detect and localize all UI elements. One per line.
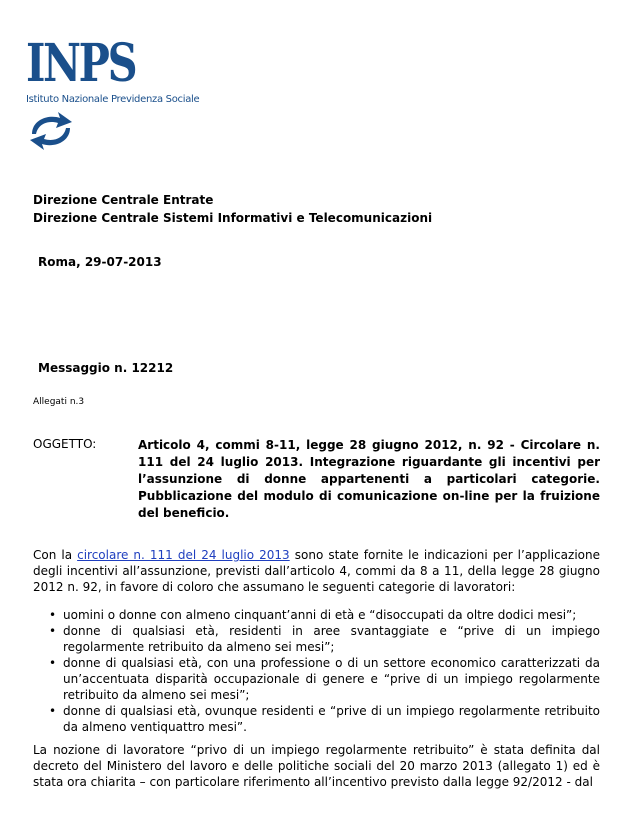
header-line-2: Direzione Centrale Sistemi Informativi e Telecomunicazioni (33, 211, 433, 225)
bullet-icon: • (49, 608, 57, 622)
subject-text: Articolo 4, commi 8-11, legge 28 giugno 2012, n. 92 - Circolare n. 111 del 24 luglio 2013. Integrazione riguardante gli incentivi per l’assunzione di donne appartenenti a particolari categorie. Pubblicazione del modulo di comunicazione on-line per la fruizione del beneficio. (138, 438, 600, 520)
logo-subtitle: Istituto Nazionale Previdenza Sociale (26, 94, 200, 105)
subject-label: OGGETTO: (33, 437, 97, 451)
list-item (33, 703, 600, 735)
list-item-text: donne di qualsiasi età, ovunque residenti e “prive di un impiego regolarmente retribuito da almeno ventiquattro mesi”. (63, 704, 600, 734)
header-line-1: Direzione Centrale Entrate (33, 193, 214, 207)
worker-categories-list (33, 607, 600, 735)
document-date: Roma, 29-07-2013 (38, 255, 162, 269)
message-number: Messaggio n. 12212 (38, 361, 174, 375)
list-item-text: uomini o donne con almeno cinquant’anni di età e “disoccupati da oltre dodici mesi”; (63, 608, 577, 622)
logo-title: INPS (26, 33, 136, 94)
bullet-icon: • (49, 704, 57, 718)
inps-logo (26, 33, 206, 158)
closing-paragraph: La nozione di lavoratore “privo di un impiego regolarmente retribuito” è stata definita dal decreto del Ministero del lavoro e delle politiche sociali del 20 marzo 2013 (allegato 1) ed è stata ora chiarita – con particolare riferimento all’incentivo previsto dalla legge 92/2012 - dal (33, 743, 600, 789)
intro-before: Con la (33, 548, 78, 562)
intro-paragraph (33, 547, 600, 595)
bullet-icon: • (49, 656, 57, 670)
list-item (33, 607, 600, 623)
list-item (33, 623, 600, 655)
list-item-text: donne di qualsiasi età, con una professione o di un settore economico caratterizzati da un’accentuata disparità occupazionale di genere e “prive di un impiego regolarmente retribuito da almeno sei mesi”; (63, 656, 600, 702)
attachments-count: Allegati n.3 (33, 397, 85, 407)
bullet-icon: • (49, 624, 57, 638)
intro-after: sono state fornite le indicazioni per l’applicazione degli incentivi all’assunzione, previsti dall’articolo 4, commi da 8 a 11, della legge 28 giugno 2012 n. 92, in favore di coloro che assumano le seguenti categorie di lavoratori: (33, 548, 600, 594)
list-item (33, 655, 600, 703)
circolare-link[interactable]: circolare n. 111 del 24 luglio 2013 (77, 548, 290, 562)
inps-arrows-icon (26, 110, 76, 152)
list-item-text: donne di qualsiasi età, residenti in aree svantaggiate e “prive di un impiego regolarmente retribuito da almeno sei mesi”; (63, 624, 600, 654)
